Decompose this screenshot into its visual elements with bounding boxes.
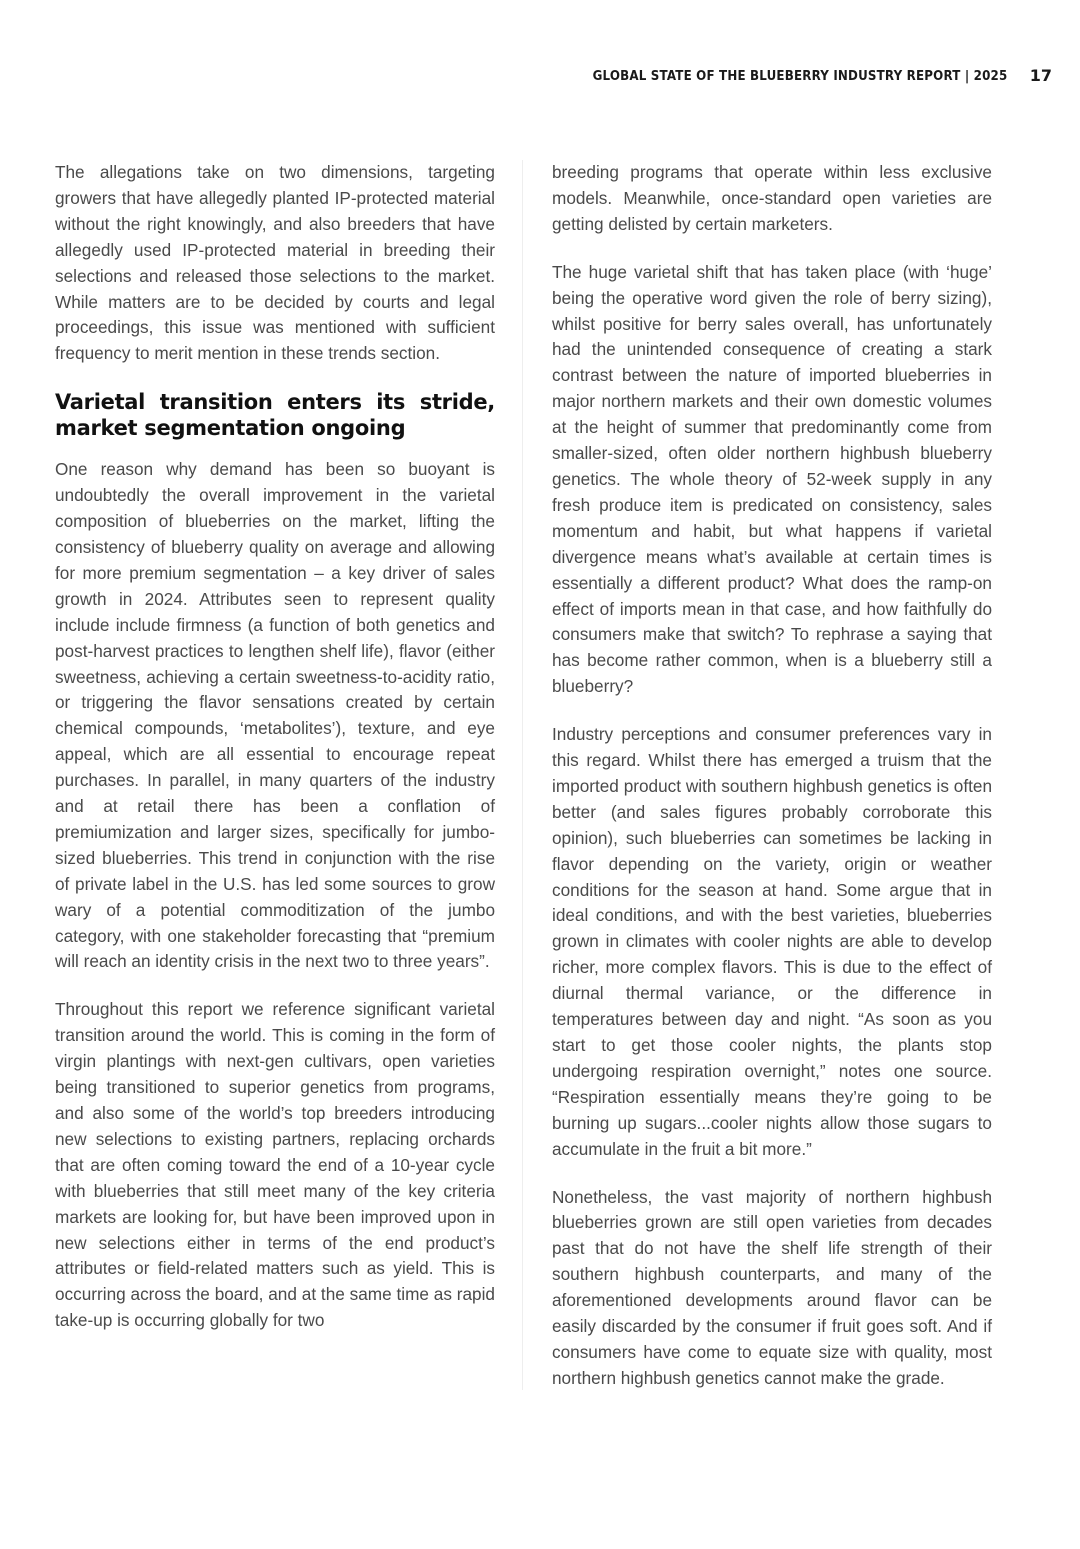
page-header xyxy=(536,66,1052,85)
body-paragraph: The huge varietal shift that has taken place (with ‘huge’ being the operative word given the role of berry sizing), whilst positive for berry sales overall, has unfortunately had the unintended consequence of creating a stark contrast between the nature of imported blueberries in major northern markets and their own domestic volumes at the height of summer that predominantly come from smaller-sized, often older northern highbush blueberry genetics. The whole theory of 52-week supply in any fresh produce item is predicated on consistency, sales momentum and habit, but what happens if varietal divergence means what’s available at certain times is essentially a different product? What does the ramp-on effect of imports mean in that case, and how faithfully do consumers make that switch? To rephrase a saying that has become rather common, when is a blueberry still a blueberry? xyxy=(552,261,992,697)
column-divider xyxy=(522,160,523,1390)
section-heading: Varietal transition enters its stride, market segmentation ongoing xyxy=(55,390,495,441)
body-paragraph: Throughout this report we reference significant varietal transition around the world. This is coming in the form of virgin plantings with next-gen cultivars, open varieties being transitioned to superior genetics from programs, and also some of the world’s top breeders introducing new selections to existing partners, replacing orchards that are often coming toward the end of a 10-year cycle with blueberries that still meet many of the key criteria markets are looking for, but have been improved upon in new selections either in terms of the end product’s attributes or field-related matters such as yield. This is occurring across the board, and at the same time as rapid take-up is occurring globally for two xyxy=(55,999,495,1331)
page-number: 17 xyxy=(1029,66,1052,85)
body-paragraph: Nonetheless, the vast majority of northern highbush blueberries grown are still open varieties from decades past that do not have the shelf life strength of their southern highbush counterparts, and many of the aforementioned developments around flavor can be easily discarded by the consumer if fruit goes soft. And if consumers have come to equate size with quality, most northern highbush genetics cannot make the grade. xyxy=(552,1186,992,1388)
body-paragraph: One reason why demand has been so buoyant is undoubtedly the overall improvement in the varietal composition of blueberries on the market, lifting the consistency of blueberry quality on average and allowing for more premium segmentation – a key driver of sales growth in 2024. Attributes seen to represent quality include include firmness (a function of both genetics and post-harvest practices to lengthen shelf life), flavor (either sweetness, achieving a certain sweetness-to-acidity ratio, or triggering the flavor sensations created by certain chemical compounds, ‘metabolites’), texture, and eye appeal, which are all essential to encourage repeat purchases. In parallel, in many quarters of the industry and at retail there has been a conflation of premiumization and larger sizes, specifically for jumbo-sized blueberries. This trend in conjunction with the rise of private label in the U.S. has led some sources to grow wary of a potential commoditization of the jumbo category, with one stakeholder forecasting that “premium will reach an identity crisis in the next two to three years”. xyxy=(55,459,495,972)
left-column xyxy=(55,160,495,1356)
right-column xyxy=(552,160,992,1414)
body-paragraph: Industry perceptions and consumer preferences vary in this regard. Whilst there has emerged a truism that the imported product with southern highbush genetics is often better (and sales figures probably corroborate this opinion), such blueberries can sometimes be lacking in flavor depending on the variety, origin or weather conditions for the season at hand. Some argue that in ideal conditions, and with the best varieties, blueberries grown in climates with cooler nights are able to develop richer, more complex flavors. This is due to the effect of diurnal thermal variance, or the difference in temperatures between day and night. “As soon as you start to get those cooler nights, the plants stop undergoing respiration overnight,” notes one source. “Respiration essentially means they’re going to be burning up sugars...cooler nights allow those sugars to accumulate in the fruit a bit more.” xyxy=(552,724,992,1159)
body-paragraph: breeding programs that operate within less exclusive models. Meanwhile, once-standard open varieties are getting delisted by certain marketers. xyxy=(552,162,992,234)
body-paragraph: The allegations take on two dimensions, targeting growers that have allegedly planted IP-protected material without the right knowingly, and also breeders that have allegedly used IP-protected material in breeding their selections and released those selections to the market. While matters are to be decided by courts and legal proceedings, this issue was mentioned with sufficient frequency to merit mention in these trends section. xyxy=(55,162,495,364)
report-title: GLOBAL STATE OF THE BLUEBERRY INDUSTRY REPORT | 2025 xyxy=(592,67,1008,84)
